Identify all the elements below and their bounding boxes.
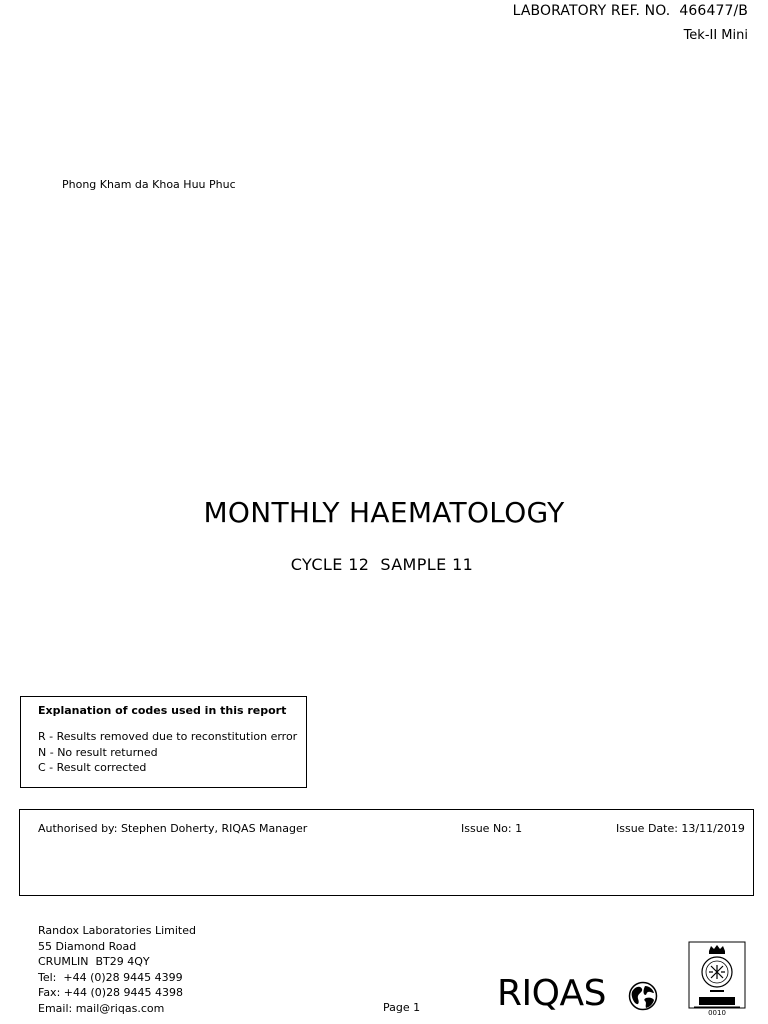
codes-heading: Explanation of codes used in this report [38,704,287,717]
ukas-proficiency-testing-icon [688,941,746,1021]
cycle-sample: CYCLE 12 SAMPLE 11 [290,555,474,574]
address-street: 55 Diamond Road [38,939,137,953]
report-title: MONTHLY HAEMATOLOGY [203,496,565,529]
code-item-n: N - No result returned [38,745,158,759]
lab-ref-number: 466477/B [679,3,748,19]
address-company: Randox Laboratories Limited [38,924,196,937]
issue-date: Issue Date: 13/11/2019 [616,822,745,835]
lab-ref-label: LABORATORY REF. NO. [512,3,671,19]
authorised-by: Authorised by: Stephen Doherty, RIQAS Manager [38,822,308,835]
codes-list [38,729,297,776]
device-name: Tek-II Mini [683,28,748,43]
laboratory-ref [513,3,748,19]
code-item-r: R - Results removed due to reconstitution error [38,730,298,743]
ukas-emblem [688,941,746,1009]
address-email: Email: mail@riqas.com [38,1001,165,1015]
address-town: CRUMLIN BT29 4QY [38,955,150,968]
company-address [38,923,196,1016]
participant-name: Phong Kham da Khoa Huu Phuc [62,178,236,191]
page-number: Page 1 [383,1001,421,1014]
ukas-number: 0010 [708,1009,726,1017]
riqas-logo-text: RIQAS [497,973,606,1014]
codes-explanation-box [20,696,307,788]
authorisation-box [19,809,754,896]
globe-icon [628,981,658,1011]
code-item-c: C - Result corrected [38,761,147,774]
issue-number: Issue No: 1 [461,822,523,835]
address-fax: Fax: +44 (0)28 9445 4398 [38,986,184,999]
address-tel: Tel: +44 (0)28 9445 4399 [38,970,183,984]
